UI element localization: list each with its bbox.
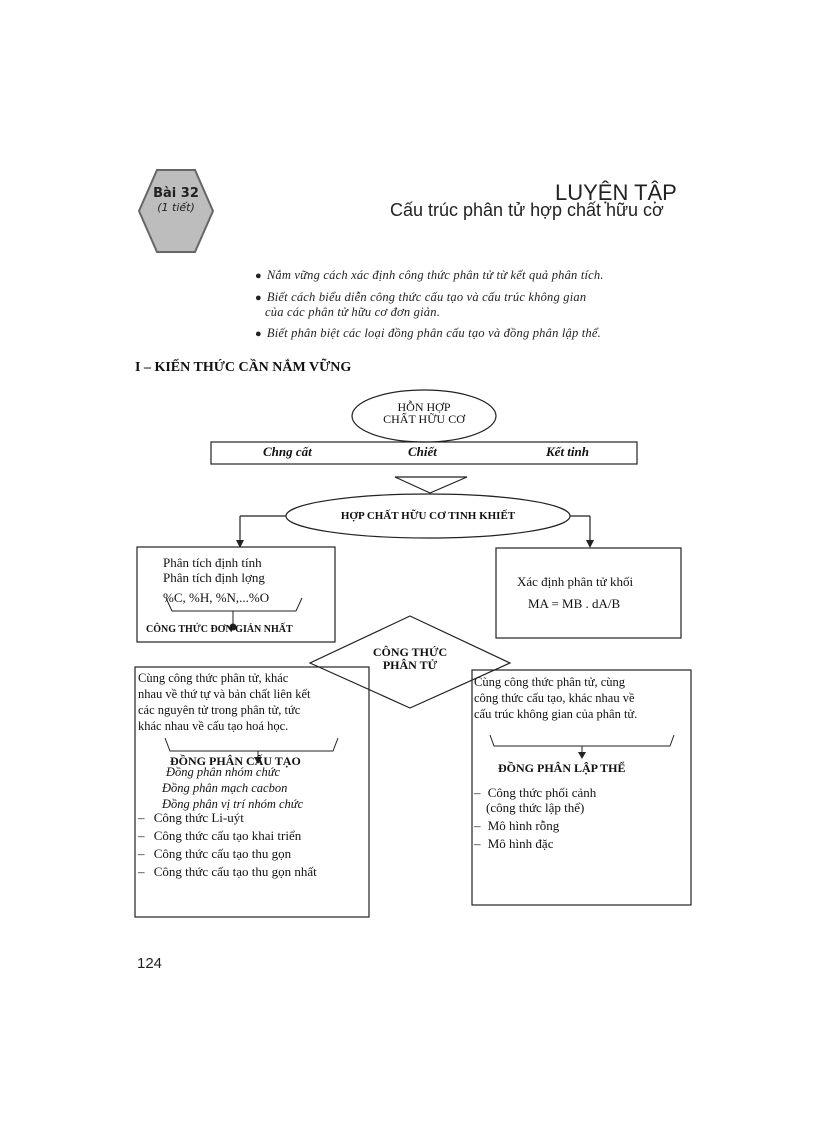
structural-type-1: Đồng phân nhóm chức xyxy=(166,765,281,779)
molecular-formula-node: CÔNG THỨC PHÂN TỬ xyxy=(372,645,448,672)
structural-description: Cùng công thức phân tử, khác nhau về thứ tự và bản chất liên kết các nguyên tử trong phân tử, tức khác nhau về cấu tạo hoá học. xyxy=(138,671,311,733)
structural-formula-4: – Công thức cấu tạo thu gọn nhất xyxy=(138,864,317,879)
pure-compound-node: HỢP CHẤT HỮU CƠ TINH KHIẾT xyxy=(340,510,516,522)
molar-mass-formula: MA = MB . dA/B xyxy=(528,596,621,611)
bullet-icon: ● xyxy=(255,292,262,304)
lesson-subtitle: Cấu trúc phân tử hợp chất hữu cơ xyxy=(390,200,664,220)
section-heading: I – KIẾN THỨC CẦN NẮM VỮNG xyxy=(135,360,352,375)
analysis-qualitative: Phân tích định tính xyxy=(163,555,262,570)
percent-composition: %C, %H, %N,...%O xyxy=(163,590,270,605)
structural-type-2: Đồng phân mạch cacbon xyxy=(162,781,288,795)
analysis-quantitative: Phân tích định lợng xyxy=(163,570,265,585)
stereo-item-3: – Mô hình đặc xyxy=(474,836,554,851)
method-crystallize: Kết tinh xyxy=(546,444,589,459)
stereo-isomer-label: ĐỒNG PHÂN LẬP THỂ xyxy=(498,761,626,775)
mixture-node: HỖN HỢP CHẤT HỮU CƠ xyxy=(383,400,465,426)
method-extract: Chiết xyxy=(408,444,437,459)
stereo-item-1: – Công thức phối cảnh xyxy=(474,785,597,800)
objective-1: ● Nắm vững cách xác định công thức phân tử từ kết quả phân tích. xyxy=(255,268,604,282)
structural-formula-1: – Công thức Li-uýt xyxy=(138,810,244,825)
simplest-formula-label: CÔNG THỨC ĐƠN GIẢN NHẤT xyxy=(146,624,293,635)
bullet-icon: ● xyxy=(255,328,262,340)
page-number: 124 xyxy=(137,955,163,972)
structural-isomer-label: ĐỒNG PHÂN CẤU TẠO xyxy=(170,754,301,768)
lesson-duration: (1 tiết) xyxy=(157,201,195,214)
objective-2-cont: của các phân tử hữu cơ đơn giản. xyxy=(265,305,441,319)
stereo-item-1-note: (công thức lập thể) xyxy=(486,800,585,815)
structural-type-3: Đồng phân vị trí nhóm chức xyxy=(162,797,304,811)
method-distill: Chng cất xyxy=(263,444,312,459)
objective-3: ● Biết phân biệt các loại đồng phân cấu tạo và đồng phân lập thể. xyxy=(255,326,601,340)
structural-formula-3: – Công thức cấu tạo thu gọn xyxy=(138,846,292,861)
lesson-number: Bài 32 xyxy=(153,186,199,201)
lesson-title: LUYỆN TẬP xyxy=(555,180,677,205)
bullet-icon: ● xyxy=(255,270,262,282)
stereo-item-2: – Mô hình rỗng xyxy=(474,818,560,833)
structural-formula-2: – Công thức cấu tạo khai triển xyxy=(138,828,302,843)
molar-mass-label: Xác định phân tử khối xyxy=(517,574,634,589)
stereo-description: Cùng công thức phân tử, cùng công thức cấu tạo, khác nhau về cấu trúc không gian của phân tử. xyxy=(474,675,638,721)
objective-2: ● Biết cách biểu diễn công thức cấu tạo và cấu trúc không gian xyxy=(255,290,587,304)
